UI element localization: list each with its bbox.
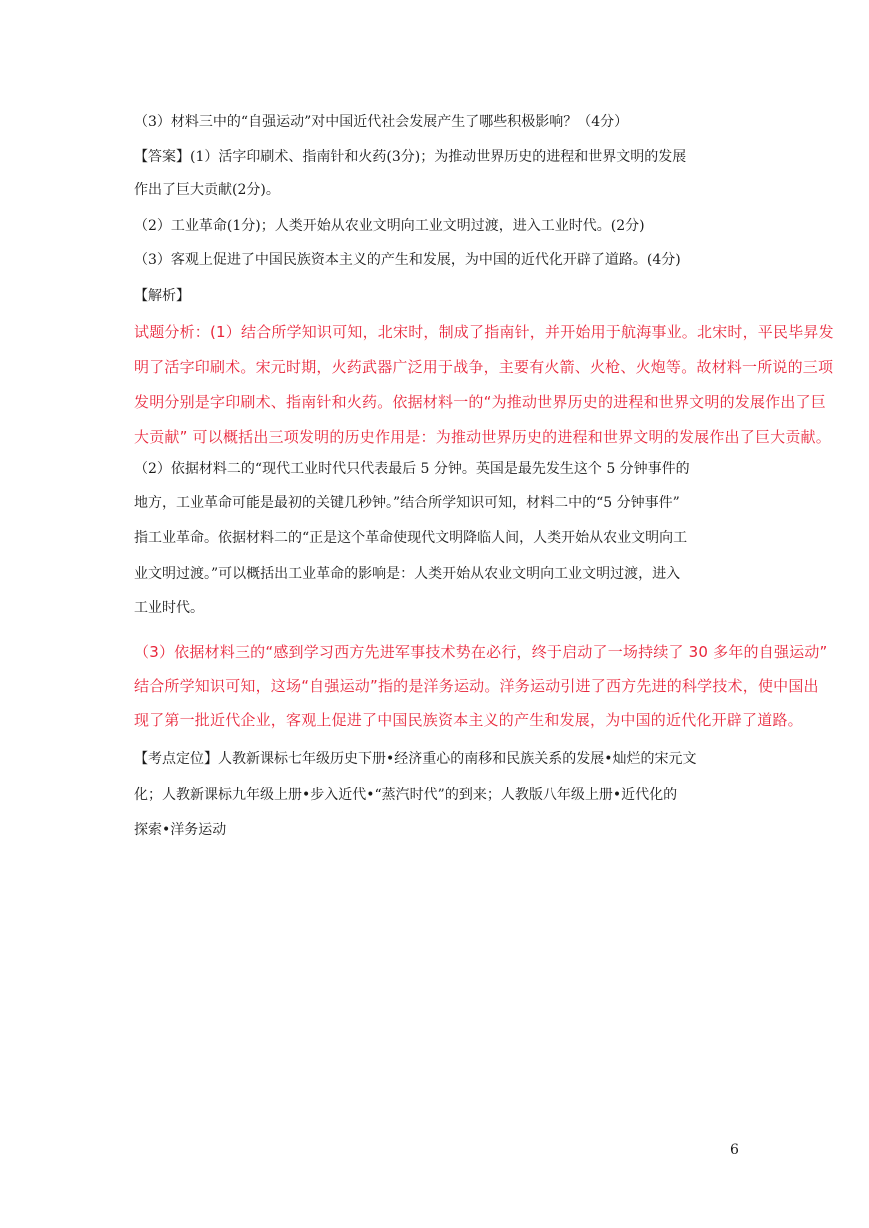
analysis-red-line: 大贡献” 可以概括出三项发明的历史作用是：为推动世界历史的进程和世界文明的发展作出了巨大贡献。 <box>134 428 831 446</box>
analysis-text-line: 工业时代。 <box>134 600 204 616</box>
analysis-text-line: 地方，工业革命可能是最初的关键几秒钟。”结合所学知识可知，材料二中的“5 分钟事件” <box>134 495 680 511</box>
analysis-text-line: 指工业革命。依据材料二的“正是这个革命使现代文明降临人间，人类开始从农业文明向工 <box>134 530 688 546</box>
analysis-red-line: 明了活字印刷术。宋元时期，火药武器广泛用于战争，主要有火箭、火枪、火炮等。故材料一所说的三项 <box>134 358 834 376</box>
answer-line-3: （2）工业革命(1分)；人类开始从农业文明向工业文明过渡，进入工业时代。(2分) <box>134 218 645 234</box>
answer-line-4: （3）客观上促进了中国民族资本主义的产生和发展，为中国的近代化开辟了道路。(4分) <box>134 252 681 268</box>
question-3: （3）材料三中的“自强运动”对中国近代社会发展产生了哪些积极影响？（4分） <box>134 114 629 130</box>
exam-point-line: 探索•洋务运动 <box>134 822 227 838</box>
analysis-text-line: 业文明过渡。”可以概括出工业革命的影响是：人类开始从农业文明向工业文明过渡，进入 <box>134 566 681 582</box>
analysis-text-line: （2）依据材料二的“现代工业时代只代表最后 5 分钟。英国是最先发生这个 5 分钟事件的 <box>134 461 690 477</box>
analysis-red-line: 试题分析：(1）结合所学知识可知，北宋时，制成了指南针，并开始用于航海事业。北宋时，平民毕昇发 <box>134 323 834 341</box>
answer-line-1: 【答案】(1）活字印刷术、指南针和火药(3分)；为推动世界历史的进程和世界文明的发展 <box>134 149 687 165</box>
analysis-red-line: 现了第一批近代企业，客观上促进了中国民族资本主义的产生和发展，为中国的近代化开辟了道路。 <box>134 711 803 729</box>
analysis-red-line: （3）依据材料三的“感到学习西方先进军事技术势在必行，终于启动了一场持续了 30 多年的自强运动” <box>134 643 828 661</box>
answer-line-2: 作出了巨大贡献(2分)。 <box>134 182 280 198</box>
exam-point-line: 【考点定位】人教新课标七年级历史下册•经济重心的南移和民族关系的发展•灿烂的宋元文 <box>134 751 697 767</box>
analysis-red-line: 发明分别是字印刷术、指南针和火药。依据材料一的“为推动世界历史的进程和世界文明的发展作出了巨 <box>134 393 826 411</box>
exam-point-line: 化；人教新课标九年级上册•步入近代•“蒸汽时代”的到来；人教版八年级上册•近代化的 <box>134 787 678 803</box>
analysis-heading: 【解析】 <box>134 288 190 304</box>
analysis-red-line: 结合所学知识可知，这场“自强运动”指的是洋务运动。洋务运动引进了西方先进的科学技术，使中国出 <box>134 677 819 695</box>
page-number: 6 <box>730 1142 739 1158</box>
